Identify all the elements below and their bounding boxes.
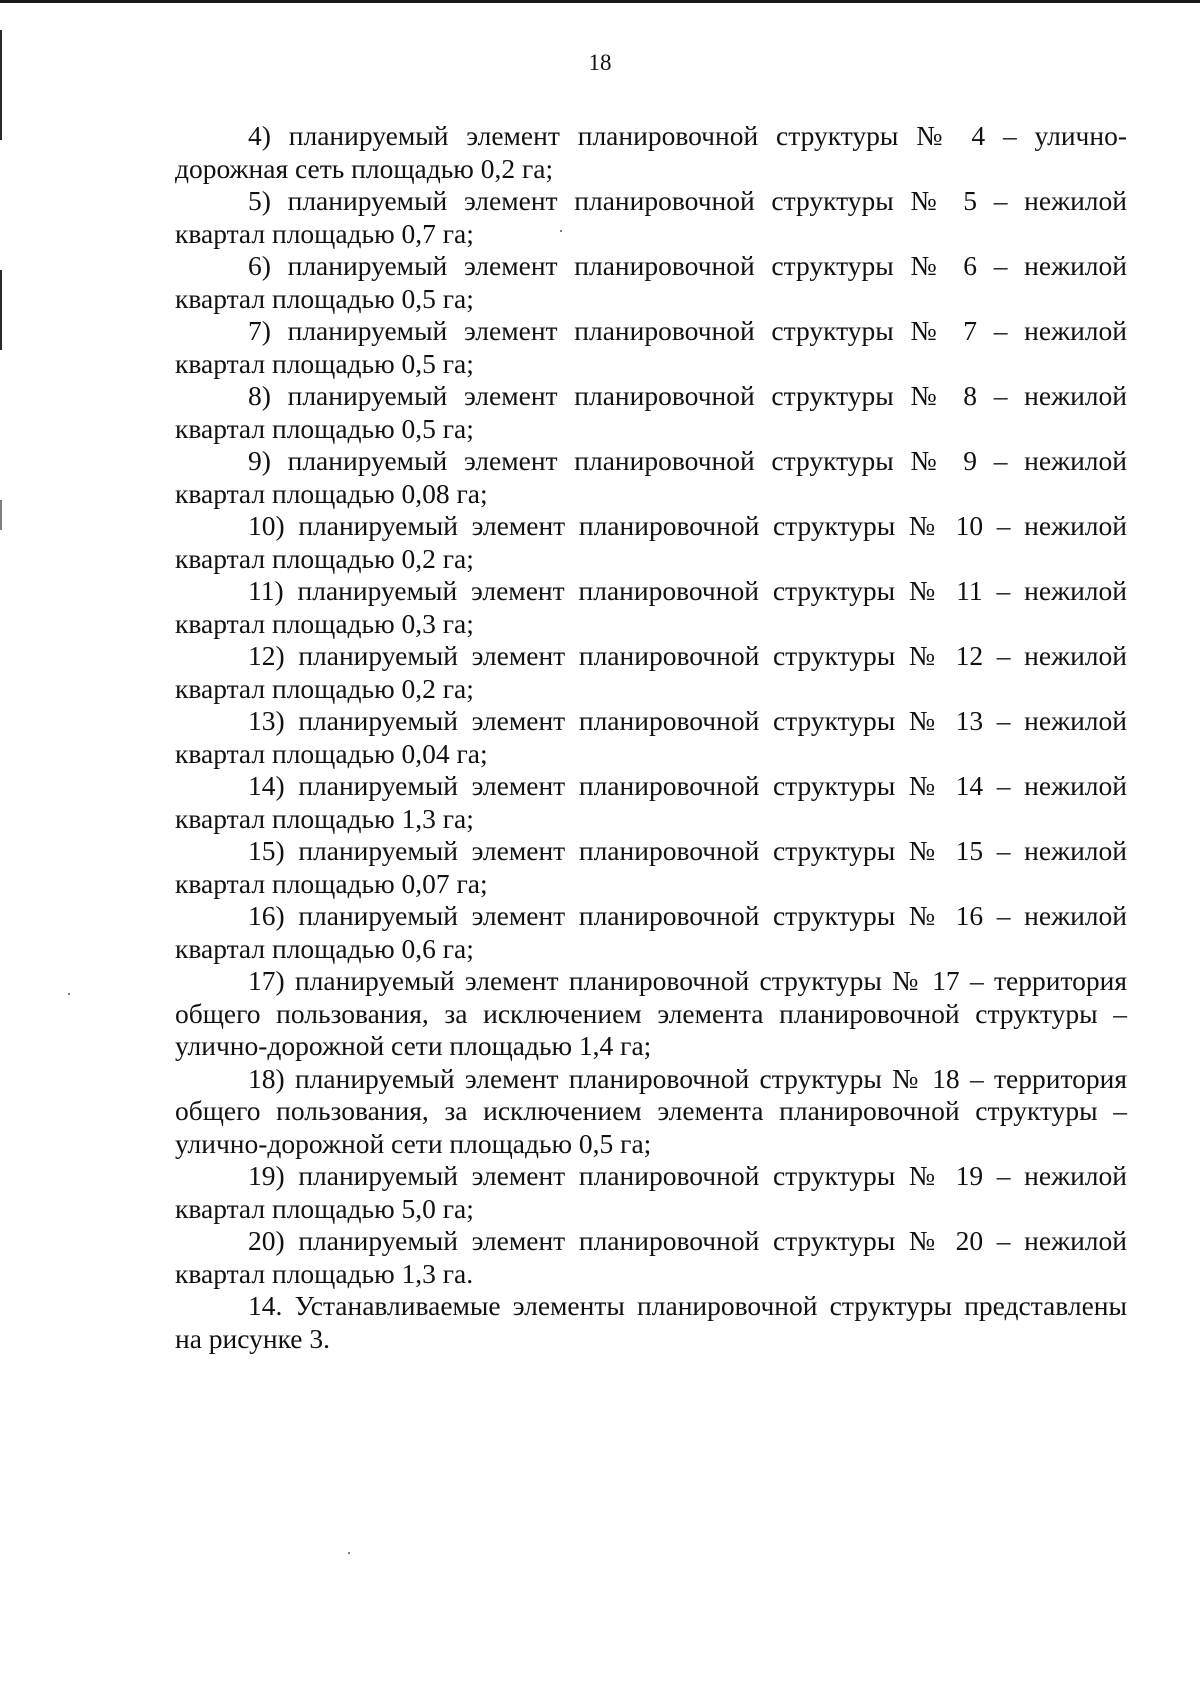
scan-speck: [68, 993, 70, 995]
scan-left-edge-mark: [0, 500, 2, 530]
list-item: 7) планируемый элемент планировочной структуры № 7 – нежилой квартал площадью 0,5 га;: [175, 315, 1127, 379]
list-item: 14) планируемый элемент планировочной структуры № 14 – нежилой квартал площадью 1,3 га;: [175, 770, 1127, 834]
list-item: 19) планируемый элемент планировочной структуры № 19 – нежилой квартал площадью 5,0 га;: [175, 1160, 1127, 1224]
list-item: 12) планируемый элемент планировочной структуры № 12 – нежилой квартал площадью 0,2 га;: [175, 640, 1127, 704]
list-item: 17) планируемый элемент планировочной структуры № 17 – территория общего пользования, за исключением элемента планировочной структуры – улично-дорожной сети площадью 1,4 га;: [175, 965, 1127, 1061]
list-item: 6) планируемый элемент планировочной структуры № 6 – нежилой квартал площадью 0,5 га;: [175, 250, 1127, 314]
list-item: 5) планируемый элемент планировочной структуры № 5 – нежилой квартал площадью 0,7 га;: [175, 185, 1127, 249]
list-item: 16) планируемый элемент планировочной структуры № 16 – нежилой квартал площадью 0,6 га;: [175, 900, 1127, 964]
scan-speck: [348, 1552, 350, 1554]
list-item: 9) планируемый элемент планировочной структуры № 9 – нежилой квартал площадью 0,08 га;: [175, 445, 1127, 509]
list-item: 13) планируемый элемент планировочной структуры № 13 – нежилой квартал площадью 0,04 га;: [175, 705, 1127, 769]
list-item: 18) планируемый элемент планировочной структуры № 18 – территория общего пользования, за исключением элемента планировочной структуры – улично-дорожной сети площадью 0,5 га;: [175, 1062, 1127, 1159]
scan-speck: [560, 230, 562, 232]
scan-top-border: [0, 0, 1200, 3]
list-item: 15) планируемый элемент планировочной структуры № 15 – нежилой квартал площадью 0,07 га;: [175, 835, 1127, 899]
closing-paragraph: 14. Устанавливаемые элементы планировочной структуры представлены на рисунке 3.: [175, 1290, 1127, 1354]
list-item: 4) планируемый элемент планировочной структуры № 4 – улично-дорожная сеть площадью 0,2 га;: [175, 120, 1127, 184]
list-item: 20) планируемый элемент планировочной структуры № 20 – нежилой квартал площадью 1,3 га.: [175, 1225, 1127, 1289]
document-body: [175, 120, 1127, 1355]
scan-left-edge-mark: [0, 270, 2, 350]
list-item: 11) планируемый элемент планировочной структуры № 11 – нежилой квартал площадью 0,3 га;: [175, 575, 1127, 639]
list-item: 10) планируемый элемент планировочной структуры № 10 – нежилой квартал площадью 0,2 га;: [175, 510, 1127, 574]
scan-left-edge-mark: [0, 30, 2, 140]
page-number: 18: [588, 50, 612, 75]
list-item: 8) планируемый элемент планировочной структуры № 8 – нежилой квартал площадью 0,5 га;: [175, 380, 1127, 444]
